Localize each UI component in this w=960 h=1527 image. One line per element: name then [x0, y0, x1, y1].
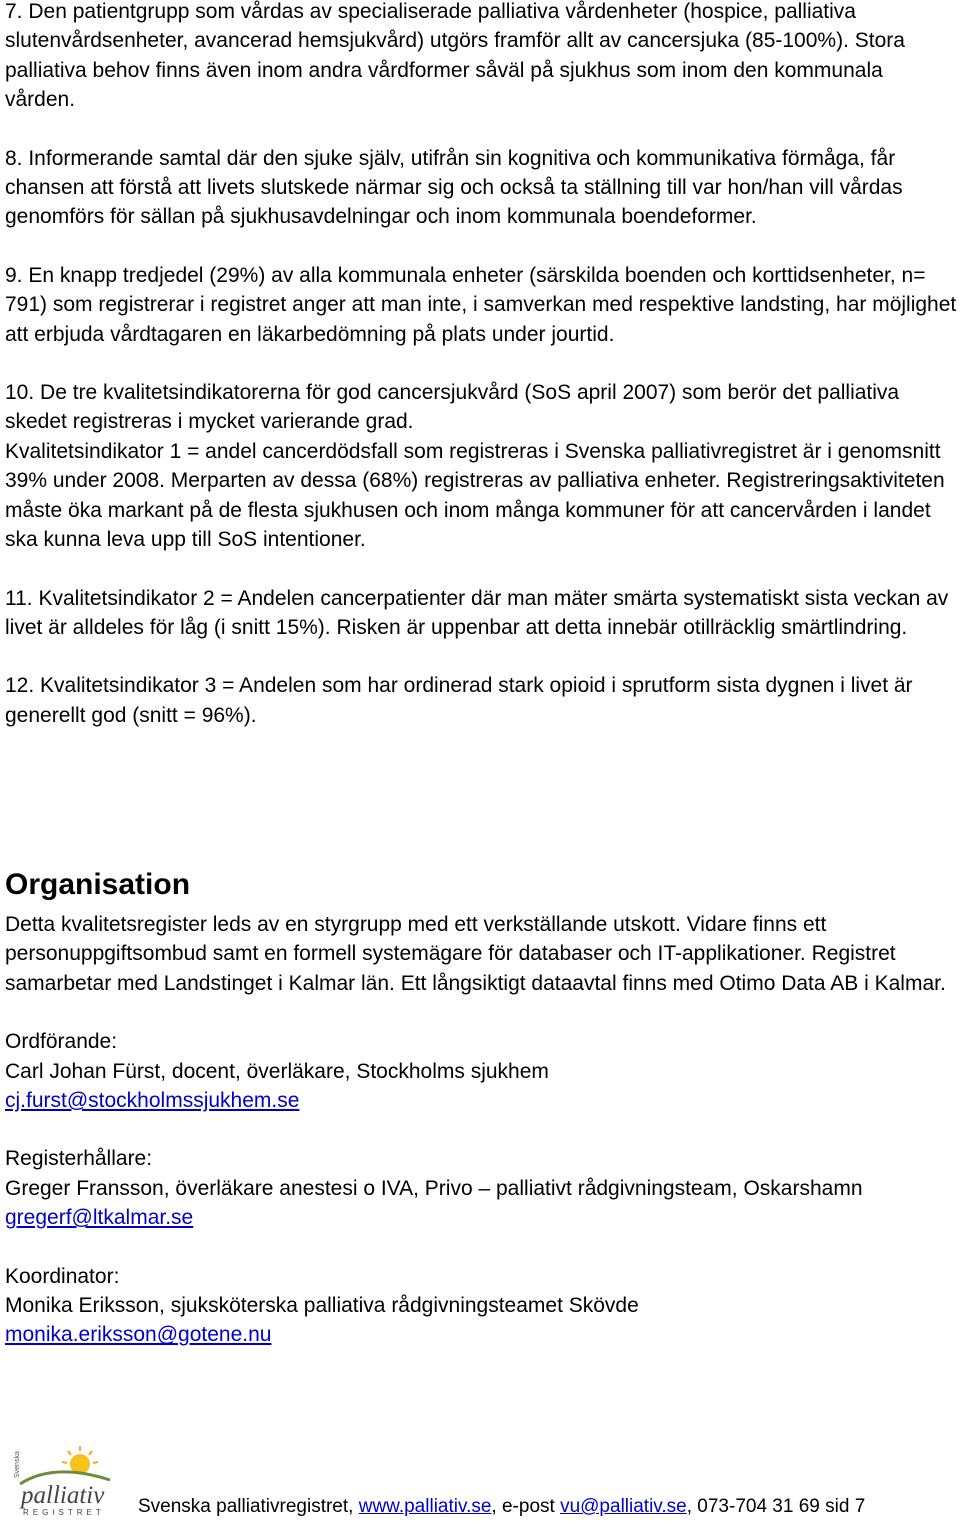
footer-org: Svenska palliativregistret, [138, 1496, 359, 1517]
chair-email-link[interactable]: cj.furst@stockholmssjukhem.se [5, 1089, 300, 1113]
organisation-intro: Detta kvalitetsregister leds av en styrgrupp med ett verkställande utskott. Vidare finns ett personuppgiftsombud samt en formell systemägare för databaser och IT-applikationer. Registret samarbetar med Landstinget i Kalmar län. Ett långsiktigt dataavtal finns med Otimo Data AB i Kalmar. [5, 913, 946, 995]
organisation-section [5, 910, 957, 1350]
footer-email-link[interactable]: vu@palliativ.se [560, 1496, 687, 1517]
coordinator-email-link[interactable]: monika.eriksson@gotene.nu [5, 1323, 272, 1347]
coordinator-name: Monika Eriksson, sjuksköterska palliativa rådgivningsteamet Skövde [5, 1294, 639, 1318]
coordinator-contact [5, 1262, 957, 1350]
chair-label: Ordförande: [5, 1030, 118, 1054]
palliativ-logo [14, 1440, 114, 1518]
holder-email-link[interactable]: gregerf@ltkalmar.se [5, 1206, 194, 1230]
coordinator-label: Koordinator: [5, 1264, 120, 1288]
finding-11: 11. Kvalitetsindikator 2 = Andelen cancerpatienter där man mäter smärta systematiskt sista veckan av livet är alldeles för låg (i snitt 15%). Risken är uppenbar att detta innebär otillräcklig smärtlindring. [5, 586, 949, 639]
organisation-heading: Organisation [5, 868, 191, 901]
footer-website-link[interactable]: www.palliativ.se [358, 1496, 492, 1517]
footer-email-label: , e-post [491, 1496, 561, 1517]
holder-label: Registerhållare: [5, 1147, 153, 1171]
logo-word: palliativ [21, 1482, 105, 1509]
finding-7: 7. Den patientgrupp som vårdas av specialiserade palliativa vårdenheter (hospice, palliativa slutenvårdsenheter, avancerad hemsjukvård) utgörs framför allt av cancersjuka (85-100%). Stora palliativa behov finns även inom andra vårdformer såväl på sjukhus som inom den kommunala vården. [5, 0, 905, 112]
register-holder-contact [5, 1144, 957, 1232]
footer-contact-line [138, 1496, 865, 1518]
findings-list [5, 0, 957, 759]
holder-name: Greger Fransson, överläkare anestesi o IVA, Privo – palliativt rådgivningsteam, Oskarshamn [5, 1176, 863, 1200]
finding-12: 12. Kvalitetsindikator 3 = Andelen som har ordinerad stark opioid i sprutform sista dygnen i livet är generellt god (snitt = 96%). [5, 674, 913, 727]
chair-contact [5, 1027, 957, 1115]
finding-8: 8. Informerande samtal där den sjuke själv, utifrån sin kognitiva och kommunikativa förmåga, får chansen att förstå att livets slutskede närmar sig och också ta ställning till var hon/han vill vårdas genomförs för sällan på sjukhusavdelningar och inom kommunala boendeformer. [5, 146, 903, 229]
sun-icon [20, 1446, 110, 1484]
logo-side-text: Svenska [14, 1451, 21, 1478]
logo-subtext: REGISTRET [23, 1508, 105, 1517]
footer-phone-page: , 073-704 31 69 sid 7 [686, 1496, 866, 1517]
finding-9: 9. En knapp tredjedel (29%) av alla kommunala enheter (särskilda boenden och korttidsenheter, n= 791) som registrerar i registret anger att man inte, i samverkan med respektive landsting, har möjlighet att erbjuda vårdtagaren en läkarbedömning på plats under jourtid. [5, 263, 957, 346]
finding-10-intro: 10. De tre kvalitetsindikatorerna för god cancersjukvård (SoS april 2007) som berör det palliativa skedet registreras i mycket varierande grad. [5, 381, 900, 434]
finding-10-detail: Kvalitetsindikator 1 = andel cancerdödsfall som registreras i Svenska palliativregistret är i genomsnitt 39% under 2008. Merparten av dessa (68%) registreras av palliativa enheter. Registreringsaktiviteten måste öka markant på de flesta sjukhusen och inom många kommuner för att cancervården i landet ska kunna leva upp till SoS intentioner. [5, 439, 945, 552]
chair-name: Carl Johan Fürst, docent, överläkare, Stockholms sjukhem [5, 1059, 549, 1083]
page-footer [14, 1440, 954, 1520]
